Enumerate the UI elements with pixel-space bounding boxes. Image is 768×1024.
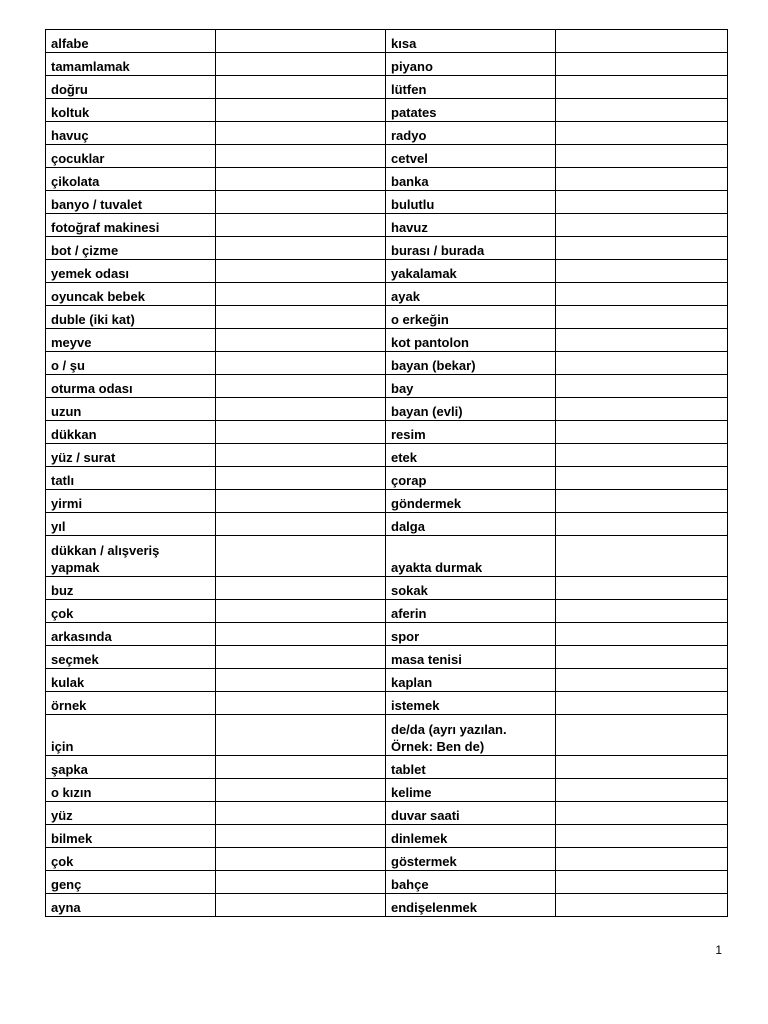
turkish-word-right: cetvel bbox=[386, 145, 556, 168]
turkish-word-left: bot / çizme bbox=[46, 237, 216, 260]
table-row bbox=[46, 577, 728, 600]
turkish-word-right: istemek bbox=[386, 692, 556, 715]
translation-blank-left bbox=[216, 600, 386, 623]
translation-blank-left bbox=[216, 513, 386, 536]
turkish-word-left: örnek bbox=[46, 692, 216, 715]
turkish-word-left: kulak bbox=[46, 669, 216, 692]
turkish-word-left: o / şu bbox=[46, 352, 216, 375]
translation-blank-right bbox=[556, 802, 728, 825]
translation-blank-left bbox=[216, 692, 386, 715]
translation-blank-left bbox=[216, 283, 386, 306]
translation-blank-right bbox=[556, 237, 728, 260]
turkish-word-right: etek bbox=[386, 444, 556, 467]
turkish-word-right: bayan (bekar) bbox=[386, 352, 556, 375]
turkish-word-right: dinlemek bbox=[386, 825, 556, 848]
translation-blank-right bbox=[556, 669, 728, 692]
turkish-word-right: patates bbox=[386, 99, 556, 122]
turkish-word-left: fotoğraf makinesi bbox=[46, 214, 216, 237]
table-row bbox=[46, 600, 728, 623]
turkish-word-left: çocuklar bbox=[46, 145, 216, 168]
table-row bbox=[46, 191, 728, 214]
translation-blank-left bbox=[216, 490, 386, 513]
translation-blank-left bbox=[216, 306, 386, 329]
turkish-word-left: banyo / tuvalet bbox=[46, 191, 216, 214]
turkish-word-right: piyano bbox=[386, 53, 556, 76]
turkish-word-left: için bbox=[46, 715, 216, 756]
turkish-word-left: arkasında bbox=[46, 623, 216, 646]
translation-blank-left bbox=[216, 260, 386, 283]
translation-blank-left bbox=[216, 467, 386, 490]
turkish-word-right: radyo bbox=[386, 122, 556, 145]
translation-blank-right bbox=[556, 623, 728, 646]
table-row bbox=[46, 352, 728, 375]
turkish-word-left: bilmek bbox=[46, 825, 216, 848]
translation-blank-left bbox=[216, 756, 386, 779]
turkish-word-left: yıl bbox=[46, 513, 216, 536]
translation-blank-left bbox=[216, 871, 386, 894]
table-row bbox=[46, 214, 728, 237]
translation-blank-left bbox=[216, 30, 386, 53]
translation-blank-left bbox=[216, 646, 386, 669]
translation-blank-left bbox=[216, 779, 386, 802]
turkish-word-left: alfabe bbox=[46, 30, 216, 53]
table-row bbox=[46, 536, 728, 577]
translation-blank-left bbox=[216, 894, 386, 917]
table-row bbox=[46, 145, 728, 168]
translation-blank-left bbox=[216, 99, 386, 122]
translation-blank-right bbox=[556, 145, 728, 168]
translation-blank-left bbox=[216, 329, 386, 352]
turkish-word-left: çok bbox=[46, 600, 216, 623]
table-row bbox=[46, 329, 728, 352]
translation-blank-left bbox=[216, 375, 386, 398]
turkish-word-left: uzun bbox=[46, 398, 216, 421]
translation-blank-right bbox=[556, 329, 728, 352]
translation-blank-right bbox=[556, 825, 728, 848]
translation-blank-right bbox=[556, 214, 728, 237]
translation-blank-right bbox=[556, 715, 728, 756]
table-row bbox=[46, 375, 728, 398]
translation-blank-right bbox=[556, 168, 728, 191]
table-row bbox=[46, 467, 728, 490]
table-row bbox=[46, 53, 728, 76]
table-row bbox=[46, 490, 728, 513]
translation-blank-right bbox=[556, 871, 728, 894]
turkish-word-left: koltuk bbox=[46, 99, 216, 122]
translation-blank-left bbox=[216, 577, 386, 600]
turkish-word-right: sokak bbox=[386, 577, 556, 600]
turkish-word-right: göstermek bbox=[386, 848, 556, 871]
translation-blank-right bbox=[556, 421, 728, 444]
page-number: 1 bbox=[715, 943, 722, 957]
translation-blank-left bbox=[216, 214, 386, 237]
turkish-word-right: bayan (evli) bbox=[386, 398, 556, 421]
turkish-word-left: meyve bbox=[46, 329, 216, 352]
translation-blank-right bbox=[556, 352, 728, 375]
translation-blank-left bbox=[216, 536, 386, 577]
turkish-word-right: masa tenisi bbox=[386, 646, 556, 669]
table-row bbox=[46, 30, 728, 53]
turkish-word-right: yakalamak bbox=[386, 260, 556, 283]
turkish-word-right: bulutlu bbox=[386, 191, 556, 214]
turkish-word-left: buz bbox=[46, 577, 216, 600]
table-row bbox=[46, 779, 728, 802]
turkish-word-left: duble (iki kat) bbox=[46, 306, 216, 329]
translation-blank-left bbox=[216, 398, 386, 421]
turkish-word-right: havuz bbox=[386, 214, 556, 237]
translation-blank-left bbox=[216, 168, 386, 191]
table-row bbox=[46, 825, 728, 848]
turkish-word-right: kelime bbox=[386, 779, 556, 802]
turkish-word-left: doğru bbox=[46, 76, 216, 99]
table-row bbox=[46, 283, 728, 306]
translation-blank-right bbox=[556, 490, 728, 513]
translation-blank-right bbox=[556, 30, 728, 53]
translation-blank-right bbox=[556, 894, 728, 917]
table-row bbox=[46, 848, 728, 871]
table-row bbox=[46, 306, 728, 329]
table-row bbox=[46, 444, 728, 467]
turkish-word-right: bahçe bbox=[386, 871, 556, 894]
turkish-word-right: çorap bbox=[386, 467, 556, 490]
turkish-word-right: spor bbox=[386, 623, 556, 646]
turkish-word-left: tatlı bbox=[46, 467, 216, 490]
translation-blank-left bbox=[216, 145, 386, 168]
table-row bbox=[46, 756, 728, 779]
table-row bbox=[46, 398, 728, 421]
vocabulary-table-body bbox=[46, 30, 728, 917]
table-row bbox=[46, 237, 728, 260]
table-row bbox=[46, 715, 728, 756]
table-row bbox=[46, 513, 728, 536]
turkish-word-right: resim bbox=[386, 421, 556, 444]
turkish-word-right: duvar saati bbox=[386, 802, 556, 825]
translation-blank-right bbox=[556, 375, 728, 398]
translation-blank-left bbox=[216, 76, 386, 99]
translation-blank-right bbox=[556, 53, 728, 76]
turkish-word-right: kot pantolon bbox=[386, 329, 556, 352]
translation-blank-right bbox=[556, 577, 728, 600]
table-row bbox=[46, 669, 728, 692]
turkish-word-left: dükkan / alışveriş yapmak bbox=[46, 536, 216, 577]
translation-blank-right bbox=[556, 306, 728, 329]
translation-blank-right bbox=[556, 444, 728, 467]
table-row bbox=[46, 168, 728, 191]
translation-blank-left bbox=[216, 825, 386, 848]
table-row bbox=[46, 692, 728, 715]
turkish-word-left: ayna bbox=[46, 894, 216, 917]
translation-blank-left bbox=[216, 715, 386, 756]
turkish-word-left: çikolata bbox=[46, 168, 216, 191]
turkish-word-right: tablet bbox=[386, 756, 556, 779]
turkish-word-right: ayak bbox=[386, 283, 556, 306]
translation-blank-right bbox=[556, 191, 728, 214]
table-row bbox=[46, 894, 728, 917]
turkish-word-left: oyuncak bebek bbox=[46, 283, 216, 306]
table-row bbox=[46, 99, 728, 122]
turkish-word-right: o erkeğin bbox=[386, 306, 556, 329]
table-row bbox=[46, 122, 728, 145]
turkish-word-right: ayakta durmak bbox=[386, 536, 556, 577]
translation-blank-left bbox=[216, 848, 386, 871]
translation-blank-right bbox=[556, 283, 728, 306]
translation-blank-left bbox=[216, 237, 386, 260]
turkish-word-left: yüz / surat bbox=[46, 444, 216, 467]
vocabulary-table bbox=[45, 29, 728, 917]
translation-blank-right bbox=[556, 692, 728, 715]
table-row bbox=[46, 871, 728, 894]
turkish-word-left: yemek odası bbox=[46, 260, 216, 283]
translation-blank-right bbox=[556, 76, 728, 99]
turkish-word-left: tamamlamak bbox=[46, 53, 216, 76]
turkish-word-left: çok bbox=[46, 848, 216, 871]
translation-blank-left bbox=[216, 444, 386, 467]
table-row bbox=[46, 802, 728, 825]
translation-blank-left bbox=[216, 191, 386, 214]
turkish-word-left: yirmi bbox=[46, 490, 216, 513]
translation-blank-left bbox=[216, 122, 386, 145]
table-row bbox=[46, 646, 728, 669]
translation-blank-left bbox=[216, 669, 386, 692]
table-row bbox=[46, 623, 728, 646]
translation-blank-right bbox=[556, 536, 728, 577]
translation-blank-right bbox=[556, 99, 728, 122]
translation-blank-left bbox=[216, 53, 386, 76]
turkish-word-left: oturma odası bbox=[46, 375, 216, 398]
translation-blank-left bbox=[216, 802, 386, 825]
translation-blank-left bbox=[216, 421, 386, 444]
translation-blank-right bbox=[556, 600, 728, 623]
turkish-word-right: aferin bbox=[386, 600, 556, 623]
turkish-word-left: seçmek bbox=[46, 646, 216, 669]
turkish-word-right: de/da (ayrı yazılan. Örnek: Ben de) bbox=[386, 715, 556, 756]
translation-blank-right bbox=[556, 646, 728, 669]
table-row bbox=[46, 421, 728, 444]
translation-blank-right bbox=[556, 756, 728, 779]
translation-blank-right bbox=[556, 260, 728, 283]
translation-blank-left bbox=[216, 623, 386, 646]
turkish-word-right: göndermek bbox=[386, 490, 556, 513]
table-row bbox=[46, 260, 728, 283]
turkish-word-left: o kızın bbox=[46, 779, 216, 802]
translation-blank-right bbox=[556, 467, 728, 490]
table-row bbox=[46, 76, 728, 99]
turkish-word-left: şapka bbox=[46, 756, 216, 779]
translation-blank-right bbox=[556, 122, 728, 145]
turkish-word-right: bay bbox=[386, 375, 556, 398]
turkish-word-left: havuç bbox=[46, 122, 216, 145]
translation-blank-right bbox=[556, 513, 728, 536]
translation-blank-right bbox=[556, 398, 728, 421]
turkish-word-right: banka bbox=[386, 168, 556, 191]
turkish-word-right: endişelenmek bbox=[386, 894, 556, 917]
turkish-word-right: kısa bbox=[386, 30, 556, 53]
turkish-word-left: yüz bbox=[46, 802, 216, 825]
turkish-word-left: genç bbox=[46, 871, 216, 894]
translation-blank-right bbox=[556, 848, 728, 871]
translation-blank-right bbox=[556, 779, 728, 802]
turkish-word-right: burası / burada bbox=[386, 237, 556, 260]
turkish-word-right: lütfen bbox=[386, 76, 556, 99]
turkish-word-left: dükkan bbox=[46, 421, 216, 444]
translation-blank-left bbox=[216, 352, 386, 375]
turkish-word-right: kaplan bbox=[386, 669, 556, 692]
turkish-word-right: dalga bbox=[386, 513, 556, 536]
